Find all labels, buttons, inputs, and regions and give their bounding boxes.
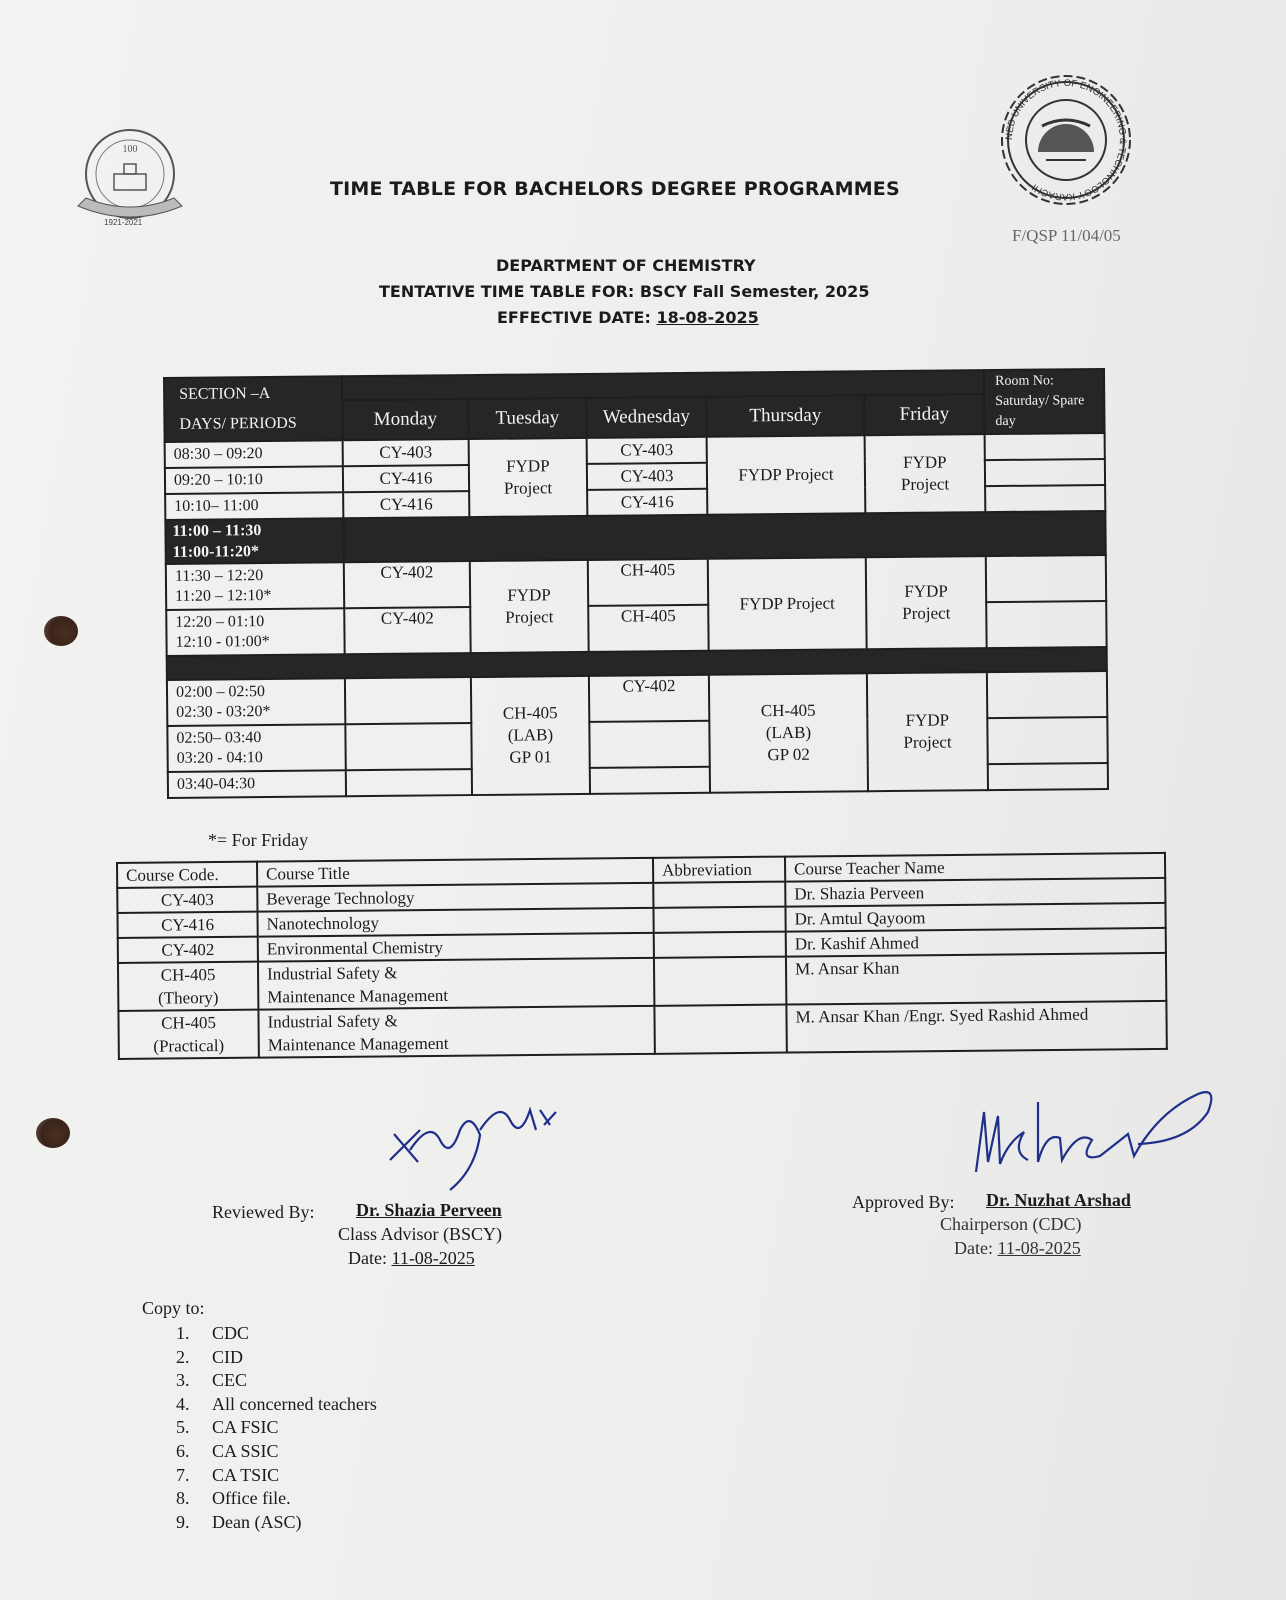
- period-6-friday-time: 02:30 - 03:20*: [176, 702, 271, 721]
- tuesday-pm-line2: (LAB): [507, 725, 554, 745]
- course-title: Environmental Chemistry: [258, 933, 654, 962]
- friday-mid: [866, 556, 987, 649]
- tuesday-mid: [470, 560, 589, 653]
- list-number: 8.: [176, 1488, 190, 1509]
- friday-am-line2: Project: [900, 474, 950, 494]
- room-cell: [988, 763, 1108, 790]
- section-label: SECTION –A: [179, 384, 271, 403]
- list-text: All concerned teachers: [212, 1393, 377, 1414]
- reviewed-by-label: Reviewed By:: [212, 1202, 315, 1222]
- room-cell: [985, 433, 1105, 460]
- list-item: [176, 1487, 377, 1511]
- list-item: [176, 1369, 377, 1393]
- approved-by-label: Approved By:: [852, 1192, 955, 1212]
- friday-am: [865, 434, 986, 513]
- approver-date-label: Date:: [954, 1238, 993, 1258]
- thursday-pm: [709, 673, 868, 793]
- approver-signature-icon: [968, 1082, 1228, 1182]
- thursday-mid: FYDP Project: [708, 557, 867, 651]
- list-number: 9.: [176, 1511, 190, 1532]
- approver-role: Chairperson (CDC): [940, 1214, 1082, 1234]
- course-title-line2: Maintenance Management: [267, 1033, 449, 1055]
- friday-mid-line1: FYDP: [904, 581, 948, 601]
- list-number: 3.: [176, 1370, 190, 1391]
- period-6: [167, 678, 345, 726]
- room-cell: [986, 555, 1106, 602]
- reviewer-date-label: Date:: [348, 1248, 387, 1268]
- period-5: [166, 608, 344, 656]
- course-teacher: Dr. Kashif Ahmed: [786, 928, 1166, 957]
- day-thursday: Thursday: [706, 395, 864, 437]
- program-name: BSCY Fall Semester, 2025: [639, 282, 870, 301]
- period-8: 03:40-04:30: [168, 770, 346, 798]
- course-teacher: M. Ansar Khan: [786, 953, 1166, 1005]
- thursday-pm-line1: CH-405: [760, 700, 816, 721]
- effective-label: EFFECTIVE DATE:: [497, 308, 651, 327]
- day-wednesday: Wednesday: [586, 397, 706, 438]
- course-title: [258, 958, 654, 1010]
- course-title: Nanotechnology: [257, 908, 653, 937]
- wednesday-p6: CY-402: [589, 675, 709, 722]
- punch-hole-top: [44, 616, 78, 646]
- monday-p3: CY-416: [343, 491, 469, 518]
- wednesday-p7: [589, 721, 709, 768]
- course-abbreviation: [653, 882, 785, 908]
- list-text: CA TSIC: [212, 1464, 280, 1485]
- course-teacher: Dr. Shazia Perveen: [785, 878, 1165, 907]
- course-title-header: Course Title: [257, 858, 653, 887]
- course-abbreviation: [654, 1005, 786, 1054]
- room-header: Room No: Saturday/ Spare day: [984, 369, 1105, 434]
- tuesday-mid-line1: FYDP: [507, 585, 551, 605]
- friday-pm-line1: FYDP: [905, 710, 950, 730]
- wednesday-p8: [590, 767, 710, 794]
- list-item: [176, 1440, 377, 1464]
- tuesday-am-line1: FYDP: [506, 456, 550, 476]
- course-code-line2: (Theory): [157, 988, 219, 1008]
- reviewer-role: Class Advisor (BSCY): [338, 1224, 503, 1244]
- course-code: CY-403: [117, 887, 257, 913]
- seal-text: NED UNIVERSITY OF ENGINEERING & TECHNOLOGY KARACHI: [1003, 77, 1129, 203]
- list-text: CDC: [212, 1323, 250, 1343]
- tuesday-pm-line1: CH-405: [502, 703, 558, 723]
- timetable: [163, 368, 1109, 799]
- break-1-friday-time: 11:00-11:20*: [172, 543, 259, 561]
- course-code: [118, 962, 258, 1011]
- friday-pm-line2: Project: [903, 732, 952, 752]
- department-title: DEPARTMENT OF CHEMISTRY: [496, 256, 756, 275]
- tuesday-mid-line2: Project: [505, 607, 554, 627]
- approver-date: 11-08-2025: [997, 1238, 1081, 1258]
- course-table: [116, 852, 1168, 1060]
- tuesday-pm: [471, 676, 590, 795]
- thursday-pm-line3: GP 02: [767, 744, 810, 765]
- list-number: 1.: [176, 1323, 190, 1343]
- monday-p2: CY-416: [343, 465, 469, 492]
- monday-p5: CY-402: [344, 607, 470, 654]
- course-title-line2: Maintenance Management: [267, 985, 449, 1007]
- course-title-line1: Industrial Safety &: [267, 1011, 398, 1032]
- course-title-line1: Industrial Safety &: [266, 963, 398, 984]
- wednesday-p2: CY-403: [587, 463, 707, 490]
- break-1-band: [343, 511, 1105, 562]
- room-cell: [987, 717, 1107, 764]
- day-monday: Monday: [342, 399, 468, 440]
- day-friday: Friday: [864, 394, 984, 435]
- list-item: [176, 1346, 377, 1370]
- list-number: 5.: [176, 1417, 190, 1438]
- abbreviation-header: Abbreviation: [653, 857, 785, 883]
- list-item: [176, 1511, 377, 1535]
- break-1: [165, 518, 343, 564]
- wednesday-p4: CH-405: [588, 559, 708, 606]
- reviewer-name: Dr. Shazia Perveen: [356, 1200, 502, 1220]
- course-code-line2: (Practical): [153, 1035, 225, 1056]
- monday-p1: CY-403: [343, 439, 469, 466]
- tuesday-am-line2: Project: [503, 478, 553, 498]
- course-code: CY-416: [117, 912, 257, 938]
- list-text: Office file.: [212, 1488, 291, 1509]
- monday-p6: [345, 677, 471, 724]
- period-5-friday-time: 12:10 - 01:00*: [175, 632, 270, 651]
- course-teacher: M. Ansar Khan /Engr. Syed Rashid Ahmed: [786, 1001, 1166, 1053]
- table-row: [118, 1001, 1166, 1059]
- effective-date: 18-08-2025: [656, 308, 759, 327]
- period-7-friday-time: 03:20 - 04:10: [176, 749, 263, 767]
- course-code-line1: CH-405: [161, 1013, 217, 1033]
- period-1: 08:30 – 09:20: [165, 440, 343, 468]
- thursday-am: FYDP Project: [707, 435, 866, 515]
- course-abbreviation: [654, 957, 786, 1006]
- period-7: [167, 724, 345, 772]
- list-text: CA FSIC: [212, 1417, 279, 1438]
- course-abbreviation: [654, 932, 786, 958]
- period-4-time: 11:30 – 12:20: [174, 567, 264, 585]
- copy-to-list: [176, 1322, 377, 1534]
- room-cell: [985, 485, 1105, 512]
- course-teacher: Dr. Amtul Qayoom: [785, 903, 1165, 932]
- period-2: 09:20 – 10:10: [165, 466, 343, 494]
- list-item: [176, 1416, 377, 1440]
- period-4: [166, 562, 344, 610]
- period-7-time: 02:50– 03:40: [176, 729, 262, 747]
- list-text: CA SSIC: [212, 1440, 279, 1461]
- course-title: [258, 1006, 654, 1058]
- course-code-header: Course Code.: [117, 862, 257, 888]
- room-cell: [985, 459, 1105, 486]
- list-number: 4.: [176, 1393, 190, 1414]
- list-item: [176, 1322, 377, 1346]
- punch-hole-bottom: [36, 1118, 70, 1148]
- thursday-pm-line2: (LAB): [765, 722, 812, 743]
- monday-p8: [346, 769, 472, 796]
- form-code: F/QSP 11/04/05: [1012, 226, 1121, 245]
- page-title: TIME TABLE FOR BACHELORS DEGREE PROGRAMMES: [330, 178, 900, 200]
- period-4-friday-time: 11:20 – 12:10*: [175, 586, 272, 605]
- approver-name: Dr. Nuzhat Arshad: [986, 1190, 1131, 1210]
- teacher-header: Course Teacher Name: [785, 853, 1165, 882]
- day-tuesday: Tuesday: [468, 398, 586, 439]
- section-header: [164, 376, 343, 442]
- approver-date-line: [954, 1238, 1081, 1259]
- break-1-time: 11:00 – 11:30: [172, 522, 262, 540]
- list-number: 7.: [176, 1464, 190, 1485]
- friday-am-line1: FYDP: [903, 452, 947, 472]
- logo-year: 1921-2021: [104, 218, 143, 227]
- course-code: [118, 1010, 258, 1059]
- period-6-time: 02:00 – 02:50: [175, 683, 265, 701]
- list-number: 2.: [176, 1346, 190, 1367]
- course-code: CY-402: [118, 937, 258, 963]
- reviewer-date-line: [348, 1248, 475, 1269]
- friday-pm: [867, 672, 988, 791]
- period-3: 10:10– 11:00: [165, 492, 343, 520]
- days-periods-label: DAYS/ PERIODS: [179, 414, 297, 433]
- ned-university-seal-icon: [996, 70, 1136, 210]
- list-item: [176, 1393, 377, 1417]
- room-cell: [986, 601, 1106, 648]
- tuesday-am: [469, 438, 588, 517]
- wednesday-p3: CY-416: [587, 489, 707, 516]
- friday-footnote: *= For Friday: [208, 830, 309, 850]
- effective-line: [497, 308, 759, 327]
- room-cell: [987, 671, 1107, 718]
- reviewer-signature-icon: [380, 1090, 580, 1210]
- list-text: Dean (ASC): [212, 1511, 302, 1532]
- tentative-label: TENTATIVE TIME TABLE FOR:: [379, 282, 635, 301]
- tentative-line: [379, 282, 869, 301]
- reviewer-date: 11-08-2025: [391, 1248, 475, 1268]
- wednesday-p5: CH-405: [588, 605, 708, 652]
- course-abbreviation: [653, 907, 785, 933]
- friday-mid-line2: Project: [902, 603, 951, 623]
- monday-p4: CY-402: [344, 561, 470, 608]
- tuesday-pm-line3: GP 01: [509, 747, 552, 767]
- list-text: CID: [212, 1346, 243, 1367]
- course-title: Beverage Technology: [257, 883, 653, 912]
- wednesday-p1: CY-403: [587, 437, 707, 464]
- course-code-line1: CH-405: [160, 965, 216, 985]
- list-number: 6.: [176, 1440, 190, 1461]
- list-text: CEC: [212, 1370, 248, 1391]
- copy-to-label: Copy to:: [142, 1298, 205, 1318]
- monday-p7: [345, 723, 471, 770]
- period-5-time: 12:20 – 01:10: [175, 613, 265, 631]
- list-item: [176, 1464, 377, 1488]
- svg-text:100: 100: [122, 144, 138, 155]
